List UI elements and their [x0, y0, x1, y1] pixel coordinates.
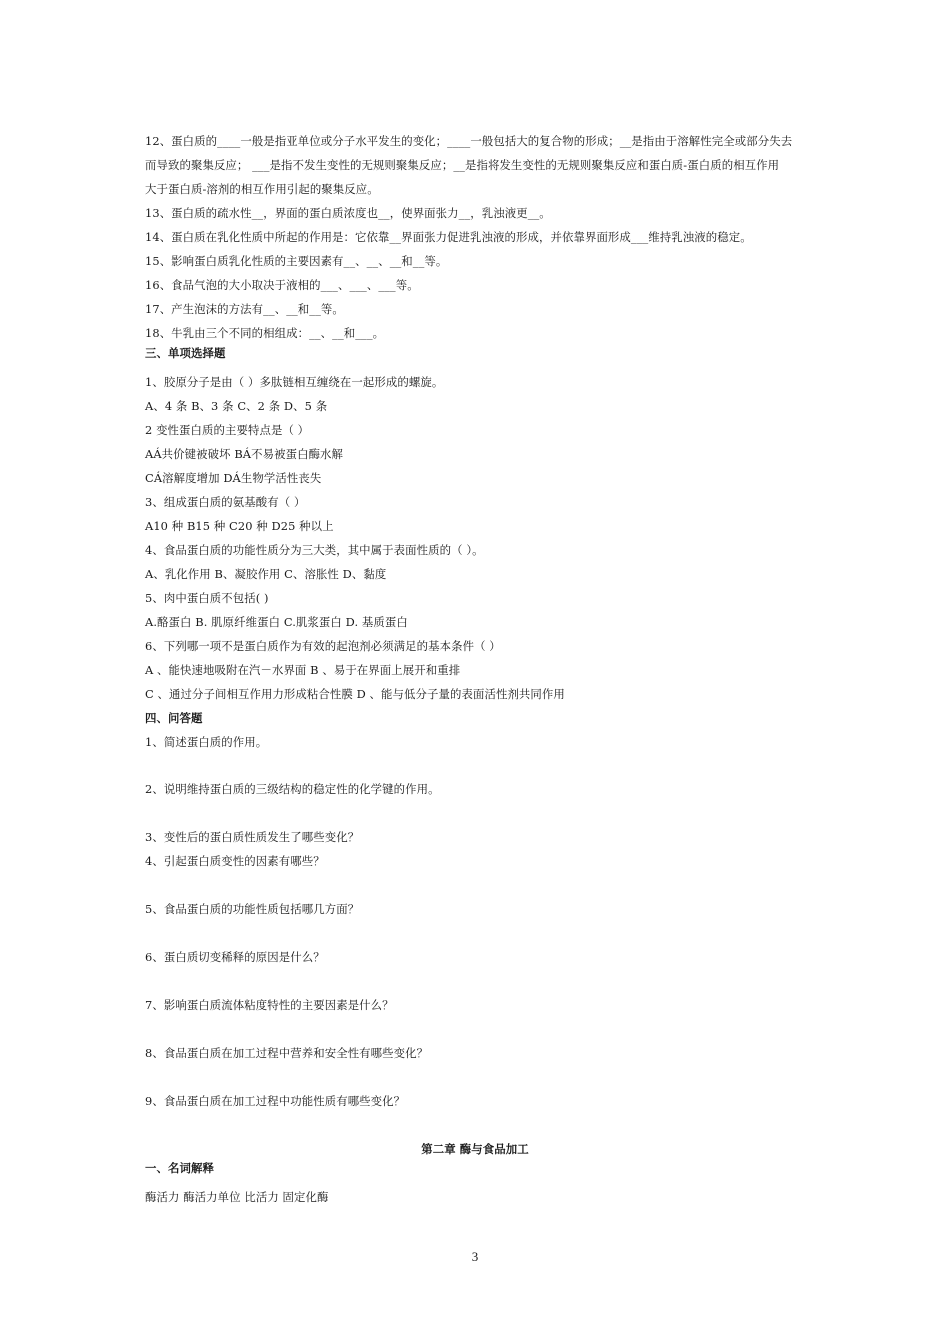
choice-question-2-options-ab: AÁ共价键被破坏 BÁ不易被蛋白酶水解	[145, 447, 344, 461]
section-heading-single-choice: 三、单项选择题	[145, 346, 226, 360]
choice-question-4: 4、食品蛋白质的功能性质分为三大类，其中属于表面性质的（ ）。	[145, 543, 484, 557]
short-answer-question-2: 2、说明维持蛋白质的三级结构的稳定性的化学键的作用。	[145, 782, 440, 796]
section-heading-short-answer: 四、问答题	[145, 711, 203, 725]
choice-question-5-options: A.酪蛋白 B. 肌原纤维蛋白 C.肌浆蛋白 D. 基质蛋白	[145, 615, 408, 629]
short-answer-question-4: 4、引起蛋白质变性的因素有哪些？	[145, 854, 325, 868]
fill-blank-question-18: 18、牛乳由三个不同的相组成：__、__和___。	[145, 326, 385, 340]
choice-question-6-options-ab: A 、能快速地吸附在汽－水界面 B 、易于在界面上展开和重排	[145, 663, 461, 677]
choice-question-6-options-cd: C 、通过分子间相互作用力形成粘合性膜 D 、能与低分子量的表面活性剂共同作用	[145, 687, 565, 701]
section-heading-terms: 一、名词解释	[145, 1161, 214, 1175]
choice-question-3: 3、组成蛋白质的氨基酸有（ ）	[145, 495, 306, 509]
short-answer-question-8: 8、食品蛋白质在加工过程中营养和安全性有哪些变化？	[145, 1046, 429, 1060]
fill-blank-question-15: 15、影响蛋白质乳化性质的主要因素有__、__、__和__等。	[145, 254, 448, 268]
fill-blank-question-13: 13、蛋白质的疏水性__，界面的蛋白质浓度也__，使界面张力__，乳浊液更__。	[145, 206, 551, 220]
choice-question-1: 1、胶原分子是由（ ）多肽链相互缠绕在一起形成的螺旋。	[145, 375, 444, 389]
short-answer-question-6: 6、蛋白质切变稀释的原因是什么？	[145, 950, 325, 964]
choice-question-6: 6、下列哪一项不是蛋白质作为有效的起泡剂必须满足的基本条件（ ）	[145, 639, 501, 653]
chapter-title: 第二章 酶与食品加工	[421, 1142, 529, 1156]
page-number: 3	[471, 1249, 479, 1264]
choice-question-2-options-cd: CÁ溶解度增加 DÁ生物学活性丧失	[145, 471, 322, 485]
fill-blank-question-12-line-2: 而导致的聚集反应； ___是指不发生变性的无规则聚集反应；__是指将发生变性的无规则聚集反应和蛋白质-蛋白质的相互作用	[145, 158, 780, 172]
fill-blank-question-16: 16、食品气泡的大小取决于液相的___、___、___等。	[145, 278, 419, 292]
choice-question-3-options: A10 种 B15 种 C20 种 D25 种以上	[145, 519, 334, 533]
terms-list: 酶活力 酶活力单位 比活力 固定化酶	[145, 1190, 329, 1204]
fill-blank-question-12-line-3: 大于蛋白质-溶剂的相互作用引起的聚集反应。	[145, 182, 379, 196]
choice-question-1-options: A、4 条 B、3 条 C、2 条 D、5 条	[145, 399, 328, 413]
short-answer-question-1: 1、简述蛋白质的作用。	[145, 735, 268, 749]
choice-question-2: 2 变性蛋白质的主要特点是（ ）	[145, 423, 310, 437]
short-answer-question-7: 7、影响蛋白质流体粘度特性的主要因素是什么？	[145, 998, 394, 1012]
short-answer-question-5: 5、食品蛋白质的功能性质包括哪几方面？	[145, 902, 360, 916]
fill-blank-question-17: 17、产生泡沫的方法有__、__和__等。	[145, 302, 344, 316]
choice-question-5: 5、肉中蛋白质不包括( )	[145, 591, 269, 605]
fill-blank-question-12-line-1: 12、蛋白质的____一般是指亚单位或分子水平发生的变化；____一般包括大的复合物的形成；__是指由于溶解性完全或部分失去	[145, 134, 793, 148]
fill-blank-question-14: 14、蛋白质在乳化性质中所起的作用是：它依靠__界面张力促进乳浊液的形成，并依靠界面形成___维持乳浊液的稳定。	[145, 230, 752, 244]
choice-question-4-options: A、乳化作用 B、凝胶作用 C、溶胀性 D、黏度	[145, 567, 387, 581]
short-answer-question-3: 3、变性后的蛋白质性质发生了哪些变化？	[145, 830, 360, 844]
short-answer-question-9: 9、食品蛋白质在加工过程中功能性质有哪些变化？	[145, 1094, 406, 1108]
